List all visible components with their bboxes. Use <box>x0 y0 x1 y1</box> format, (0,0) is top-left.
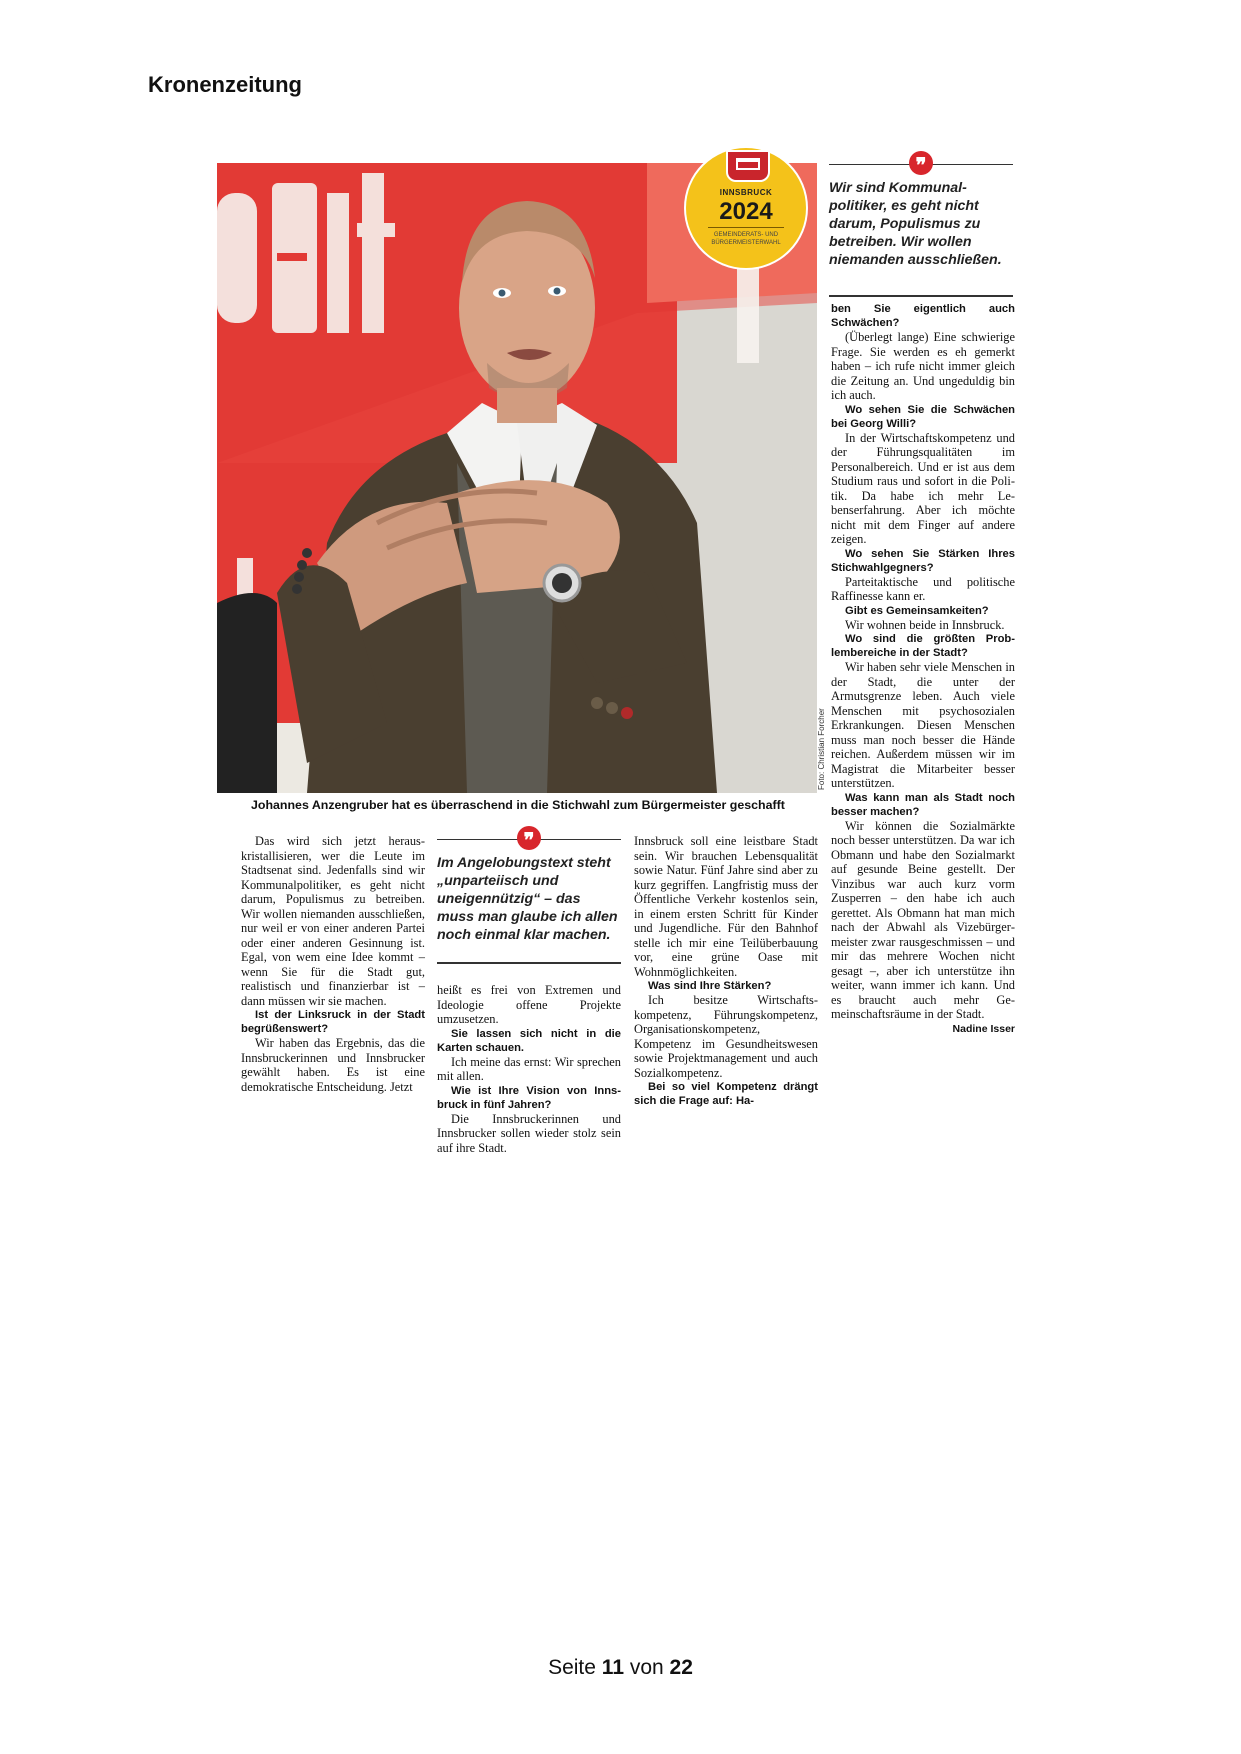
pullquote-top-text: Wir sind Kommunalpolitiker, es geht nicht darum, Populismus zu betreiben. Wir wollen niemanden ausschließen. <box>829 180 1002 268</box>
question: Bei so viel Kompetenz drängt sich die Frage auf: Ha- <box>634 1081 818 1107</box>
question: ben Sie eigentlich auch Schwächen? <box>831 303 1015 329</box>
pullquote-mid-text: Im Angelobungstext steht „unparteiisch und uneigennützig“ – das muss man glaube ich allen noch einmal klar machen. <box>437 855 618 943</box>
badge-divider <box>708 227 784 228</box>
masthead: Kronenzeitung <box>148 72 302 97</box>
article-column-1 <box>241 834 425 1094</box>
paragraph <box>831 818 1015 1035</box>
paragraph: Wir haben das Ergebnis, das die Innsbruckerinnen und Innsbrucker gewählt haben. Es ist eine demokratische Entscheidung. Jetzt <box>241 1036 425 1094</box>
article-column-4 <box>831 302 1015 1036</box>
current-page-number: 11 <box>601 1656 624 1679</box>
badge-subtitle <box>700 231 792 247</box>
paragraph: Wir wohnen beide in Innsbruck. <box>845 617 1005 632</box>
question: Was kann man als Stadt noch besser machen? <box>831 791 1015 818</box>
quote-mark-icon: ❞ <box>909 151 933 175</box>
paragraph: Innsbruck soll eine leistbare Stadt sein. Wir brauchen Lebensqualität sowie Natur. Fünf Jahre sind aber zu kurz gegriffen. Langfristig muss der Öffentliche Verkehr kostenlos sein, in einem ersten Schritt für Kinder und Jugendliche. Für den Bahnhof stelle ich mir eine Teilüberbauung vor, eine grüne Oase mit Wohnmöglichkeiten. <box>634 834 818 979</box>
footer-prefix: Seite <box>548 1656 596 1679</box>
pullquote-mid <box>437 826 621 964</box>
pullquote-top-header <box>829 151 1013 177</box>
question: Was sind Ihre Stärken? <box>648 980 772 992</box>
total-page-count: 22 <box>669 1656 693 1679</box>
election-badge <box>686 148 806 268</box>
badge-city: INNSBRUCK <box>719 188 773 197</box>
paragraph: Wir haben sehr viele Menschen in der Stadt, die unter der Armutsgrenze leben. Auch viele Menschen mit psychosozialen Erkrankungen. Diesen Menschen muss man noch besser die Hände reichen. Außerdem müssen wir im Magistrat die Mitarbeiter besser unterstützen. <box>831 660 1015 790</box>
paragraph: Die Innsbruckerinnen und Innsbrucker sollen wieder stolz sein auf ihre Stadt. <box>437 1111 621 1155</box>
paragraph: (Überlegt lange) Eine schwierige Frage. Sie werden es eh gemerkt haben – ich rufe nicht immer gleich die Zeitung an. Und ungeduldig bin ich auch. <box>831 330 1015 402</box>
badge-subtitle-line1: GEMEINDERATS- UND <box>713 232 779 238</box>
pullquote-top <box>829 151 1013 297</box>
author-byline: Nadine Isser <box>952 1022 1015 1035</box>
photo-credit: Foto: Christian Forcher <box>817 708 826 790</box>
quote-mark-icon: ❞ <box>517 826 541 850</box>
pullquote-mid-bottom-rule <box>437 962 621 964</box>
question: Wo sehen Sie Stärken Ihres Stichwahlgegners? <box>831 547 1015 574</box>
badge-subtitle-line2: BÜRGERMEISTERWAHL <box>711 240 781 246</box>
question: Wo sind die größten Problembereiche in der Stadt? <box>831 633 1015 659</box>
question: Wie ist Ihre Vision von Innsbruck in fünf Jahren? <box>437 1084 621 1111</box>
question: Wo sehen Sie die Schwächen bei Georg Willi? <box>831 403 1015 430</box>
paragraph: Parteitaktische und politische Raffinesse kann er. <box>831 574 1015 603</box>
question: Gibt es Gemeinsamkeiten? <box>845 604 989 617</box>
innsbruck-crest-icon <box>726 150 770 182</box>
paragraph-text: Wir können die Sozialmärkte noch besser unterstützen. Da war ich Obmann und habe den Sozialmarkt auf gesunde Beine gestellt. Der Vinzibus war auch kurz vorm Zusperren – den habe ich auch gerettet. Als Obmann hat man mich nach der Abwahl als Vizebürgermeister zwar rausgeschmissen – und mir das mehrere Wochen nicht gesagt –, aber ich unterstütze ihn weiter, wann immer ich kann. Und es braucht auch mehr Gemeinschaftsräume in der Stadt. <box>831 818 1015 1021</box>
footer-middle: von <box>629 1656 664 1679</box>
photo-caption: Johannes Anzengruber hat es überraschend in die Stichwahl zum Bürgermeister geschafft <box>251 798 785 812</box>
paragraph: Ich meine das ernst: Wir sprechen mit allen. <box>437 1054 621 1083</box>
question: Sie lassen sich nicht in die Karten schauen. <box>437 1027 621 1054</box>
article-column-2 <box>437 983 621 1155</box>
paragraph: Ich besitze Wirtschaftskompetenz, Führungskompetenz, Organisationskompetenz, Kompetenz im Gesundheitswesen sowie Projektmanagement und auch Sozialkompetenz. <box>634 993 818 1080</box>
question: Ist der Linksruck in der Stadt begrüßenswert? <box>241 1009 425 1035</box>
paragraph: In der Wirtschaftskompetenz und der Führungsqualitäten im Personalbereich. Und er ist aus dem Studium raus und sofort in die Politik. Da habe ich mehr Lebenserfahrung. Aber ich möchte nicht mit dem Finger auf andere zeigen. <box>831 430 1015 546</box>
article-column-3 <box>634 834 818 1108</box>
page-footer <box>0 1656 1241 1680</box>
badge-year: 2024 <box>719 198 773 225</box>
paragraph: heißt es frei von Extremen und Ideologie offene Projekte umzusetzen. <box>437 983 621 1026</box>
pullquote-mid-header <box>437 826 621 852</box>
paragraph: Das wird sich jetzt herauskristallisieren, wer die Leute im Stadtsenat sind. Jedenfalls sind wir Kommunalpolitiker, es geht nicht darum, Populismus zu betreiben. Wir wollen niemanden ausschließen, nur weil er von einer anderen Partei oder einer anderen Gesinnung ist. Egal, von wem eine Idee kommt – wenn Sie für die Stadt gut, realistisch und finanzierbar ist – dann müssen wir sie machen. <box>241 834 425 1008</box>
pullquote-top-bottom-rule <box>829 295 1013 297</box>
